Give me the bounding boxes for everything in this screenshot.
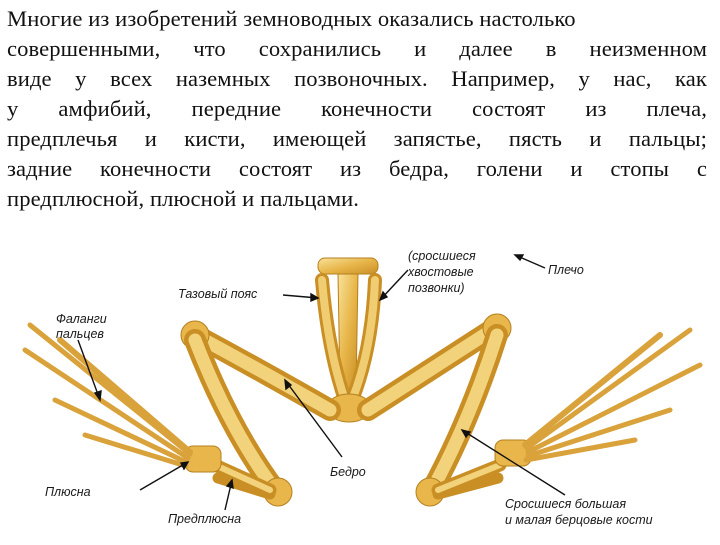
- paragraph-line-7: предплюсной, плюсной и пальцами.: [7, 186, 360, 211]
- label-femur: Бедро: [330, 465, 366, 479]
- label-metatarsus: Плюсна: [45, 485, 91, 499]
- label-tail-line-2: хвостовые: [408, 265, 474, 279]
- paragraph-line-3: виде у всех наземных позвоночных. Например, у нас, как: [7, 66, 707, 91]
- label-phalanges-line-1: Фаланги: [56, 312, 107, 326]
- label-tail-line-3: позвонки): [408, 281, 465, 295]
- label-shoulder: Плечо: [548, 263, 584, 277]
- label-tail-vertebrae: [408, 248, 476, 296]
- label-phalanges-line-2: пальцев: [56, 327, 104, 341]
- paragraph-line-5: предплечья и кисти, имеющей запястье, пясть и пальцы;: [7, 126, 707, 151]
- label-tibiofibula-line-1: Сросшиеся большая: [505, 497, 627, 511]
- frog-skeleton-figure: [0, 240, 720, 540]
- right-foot-digits: [495, 330, 700, 466]
- label-tibiofibula-line-2: и малая берцовые кости: [505, 513, 653, 527]
- paragraph-line-4: у амфибий, передние конечности состоят из плеча,: [7, 96, 707, 121]
- label-tibiofibula: [505, 496, 653, 528]
- paragraph-line-1: Многие из изобретений земноводных оказались настолько: [7, 6, 576, 31]
- label-tail-line-1: (сросшиеся: [408, 249, 476, 263]
- paragraph: [7, 4, 707, 214]
- paragraph-line-6: задние конечности состоят из бедра, голени и стопы с: [7, 156, 707, 181]
- label-pelvis: Тазовый пояс: [178, 287, 258, 301]
- label-phalanges: [56, 312, 107, 342]
- label-tarsus: Предплюсна: [168, 512, 242, 526]
- frog-hindlimb-skeleton-illustration: [0, 240, 720, 540]
- paragraph-line-2: совершенными, что сохранились и далее в неизменном: [7, 36, 707, 61]
